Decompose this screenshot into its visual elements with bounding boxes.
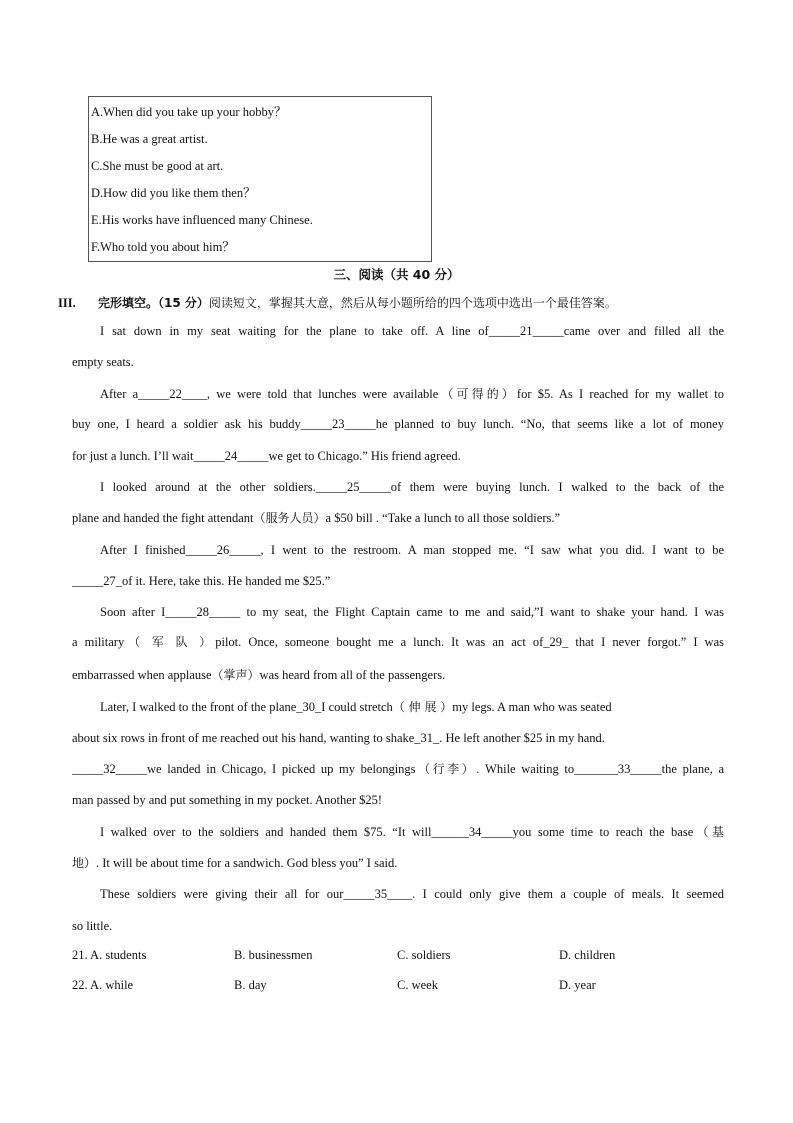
gloss: （基 — [693, 825, 724, 839]
passage-line — [100, 823, 724, 841]
question-21-option-b: B. businessmen — [234, 948, 313, 962]
passage-line: about six rows in front of me reached out his hand, wanting to shake_31_. He left another $25 in my hand. — [72, 731, 605, 745]
passage-line — [72, 854, 724, 872]
passage-text: for $5. As I reached for my wallet to — [516, 387, 724, 401]
passage-text: Later, I walked to the front of the plane_30_I could stretch — [100, 700, 393, 714]
gloss: （ 军 队 ） — [124, 635, 216, 649]
passage-line: These soldiers were giving their all for our_____35____. I could only give them a couple of meals. It seemed — [100, 887, 724, 901]
gloss: （ 伸 展 ） — [392, 700, 453, 714]
passage-line: After I finished_____26_____, I went to the restroom. A man stopped me. “I saw what you did. I want to be — [100, 543, 724, 557]
passage-text: I walked over to the soldiers and handed them $75. “It will______34_____you some time to reach the base — [100, 825, 694, 839]
gloss: （掌声） — [211, 668, 260, 682]
passage-line: man passed by and put something in my pocket. Another $25! — [72, 793, 383, 807]
question-22-option-b: B. day — [234, 978, 267, 992]
passage-line: Soon after I_____28_____ to my seat, the Flight Captain came to me and said,”I want to shake your hand. I was — [100, 605, 724, 619]
option-a: A.When did you take up your hobby？ — [91, 105, 287, 119]
passage-text: After a_____22____, we were told that lunches were available — [100, 387, 439, 401]
question-21-option-a: 21. A. students — [72, 948, 147, 962]
gloss: （可得的） — [438, 387, 517, 401]
passage-text: _____32_____we landed in Chicago, I picked up my belongings — [72, 762, 416, 776]
options-box — [88, 96, 432, 262]
instruction-label: 完形填空。（15 分） — [98, 296, 209, 310]
passage-text: plane and handed the fight attendant — [72, 511, 254, 525]
passage-text: a military — [72, 635, 125, 649]
passage-line: for just a lunch. I’ll wait_____24_____we get to Chicago.” His friend agreed. — [72, 449, 461, 463]
passage-line: buy one, I heard a soldier ask his buddy_____23_____he planned to buy lunch. “No, that seems like a lot of money — [72, 417, 724, 431]
passage-text: was heard from all of the passengers. — [259, 668, 446, 682]
passage-text: my legs. A man who was seated — [452, 700, 612, 714]
section-title: 三、阅读（共 40 分） — [333, 267, 460, 282]
passage-text: a $50 bill . “Take a lunch to all those soldiers.” — [325, 511, 561, 525]
passage-line: I looked around at the other soldiers._____25_____of them were buying lunch. I walked to the back of the — [100, 480, 724, 494]
question-21-option-c: C. soldiers — [397, 948, 451, 962]
instruction-text: 阅读短文，掌握其大意，然后从每小题所给的四个选项中选出一个最佳答案。 — [208, 296, 617, 310]
passage-line — [100, 698, 690, 716]
option-f: F.Who told you about him？ — [91, 240, 235, 254]
question-22-option-d: D. year — [559, 978, 596, 992]
passage-line — [72, 760, 724, 778]
passage-line — [72, 666, 724, 684]
passage-line: so little. — [72, 919, 113, 933]
gloss: （行李） — [415, 762, 477, 776]
instruction — [58, 294, 617, 311]
section-number: III. — [58, 296, 76, 310]
question-22-option-c: C. week — [397, 978, 438, 992]
passage-line: I sat down in my seat waiting for the plane to take off. A line of_____21_____came over and filled all the — [100, 324, 724, 338]
passage-line: _____27_of it. Here, take this. He handed me $25.” — [72, 574, 331, 588]
question-22-option-a: 22. A. while — [72, 978, 134, 992]
passage-text: . While waiting to_______33_____the plane, a — [476, 762, 724, 776]
passage-line — [72, 633, 724, 651]
question-21-option-d: D. children — [559, 948, 616, 962]
gloss: （服务人员） — [253, 511, 326, 525]
passage-text: pilot. Once, someone bought me a lunch. It was an act of_29_ that I never forgot.” I was — [215, 635, 724, 649]
gloss: 地） — [72, 856, 97, 870]
passage-line — [72, 509, 724, 527]
option-b: B.He was a great artist. — [91, 132, 208, 146]
option-c: C.She must be good at art. — [91, 159, 224, 173]
passage-text: . It will be about time for a sandwich. God bless you” I said. — [96, 856, 398, 870]
option-d: D.How did you like them then？ — [91, 186, 256, 200]
passage-text: embarrassed when applause — [72, 668, 212, 682]
option-e: E.His works have influenced many Chinese. — [91, 213, 313, 227]
passage-line — [100, 385, 724, 403]
passage-line: empty seats. — [72, 355, 134, 369]
